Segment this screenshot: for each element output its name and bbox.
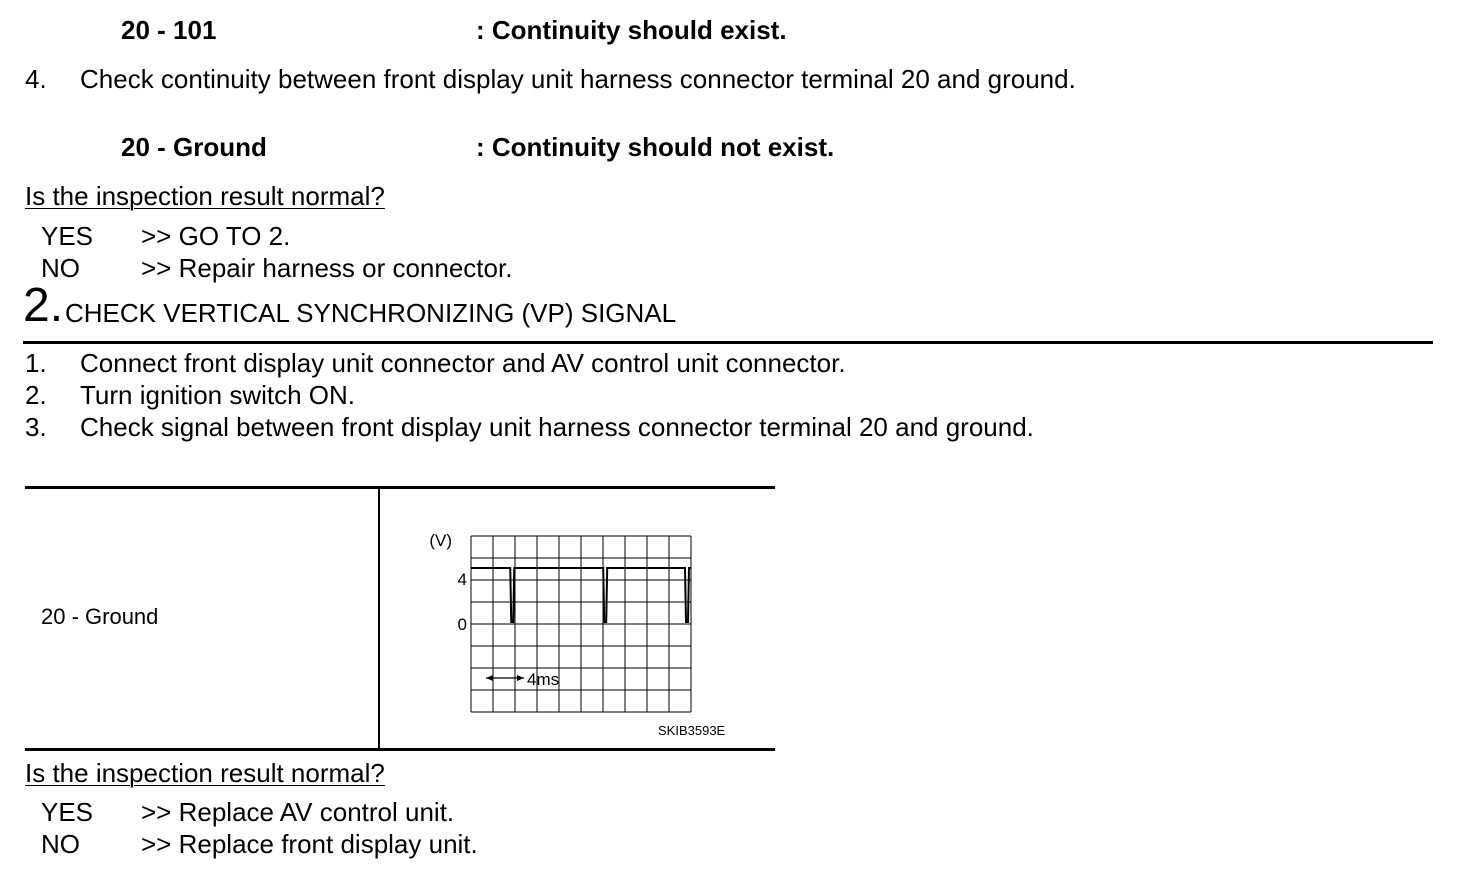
ground-check-result: : Continuity should not exist. [476,132,835,162]
answer2-yes-action: >> Replace AV control unit. [141,797,455,827]
vp-signal-chart [380,489,775,748]
s2-step3-text: Check signal between front display unit harness connector terminal 20 and ground. [80,412,1034,442]
chart-grid [471,536,691,712]
s2-step3-number: 3. [25,412,47,442]
question-1: Is the inspection result normal? [25,181,385,211]
y-tick-label-4: 4 [457,570,467,589]
answer1-yes-label: YES [41,221,94,251]
s2-step1-number: 1. [25,348,47,378]
question-2: Is the inspection result normal? [25,758,385,788]
answer1-no-action: >> Repair harness or connector. [141,253,513,283]
top-check-result: : Continuity should exist. [476,15,787,45]
table-terminal-cell: 20 - Ground [41,604,159,629]
s2-step1-text: Connect front display unit connector and AV control unit connector. [80,348,846,378]
ground-check-terminals: 20 - Ground [121,132,267,162]
time-scale-label: 4ms [527,670,560,689]
section2-number: 2. [23,279,64,332]
figure-id: SKIB3593E [658,723,726,738]
s2-step2-text: Turn ignition switch ON. [80,380,356,410]
answer1-no-label: NO [41,253,80,283]
y-axis-label: (V) [429,531,452,550]
answer2-no-label: NO [41,829,80,859]
section-divider [23,341,1433,344]
section2-title: CHECK VERTICAL SYNCHRONIZING (VP) SIGNAL [65,298,677,328]
answer2-no-action: >> Replace front display unit. [141,829,478,859]
step4-number: 4. [25,64,47,94]
table-bottom-border [25,748,775,751]
answer2-yes-label: YES [41,797,94,827]
s2-step2-number: 2. [25,380,47,410]
y-tick-label-0: 0 [457,615,467,634]
step4-text: Check continuity between front display unit harness connector terminal 20 and ground. [80,64,1076,94]
top-check-terminals: 20 - 101 [121,15,217,45]
time-scale-marker [486,675,524,681]
answer1-yes-action: >> GO TO 2. [141,221,291,251]
